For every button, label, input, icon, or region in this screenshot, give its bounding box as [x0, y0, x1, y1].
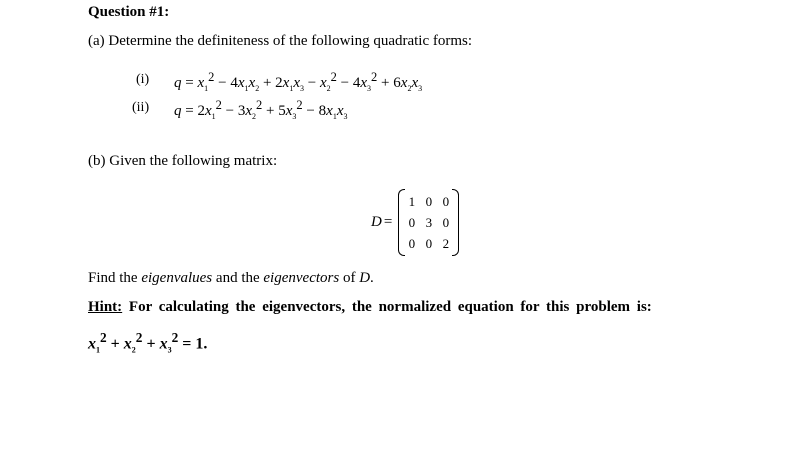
find-symbol: D — [359, 270, 371, 286]
item-number-ii: (ii) — [132, 100, 150, 115]
matrix-equals: = — [383, 213, 393, 230]
hint-label: Hint: — [88, 299, 123, 315]
eigenvectors-term: eigenvectors — [263, 270, 340, 286]
matrix-cell: 0 — [425, 235, 433, 251]
matrix-cell: 2 — [442, 235, 450, 251]
matrix-label: D — [371, 213, 382, 230]
matrix-cell: 0 — [442, 193, 450, 209]
matrix-cell: 0 — [425, 193, 433, 209]
eigenvalues-term: eigenvalues — [141, 270, 213, 286]
quadratic-form-ii: $q = 2x_1^2 - 3x_2^2 + 5x_3^2 - 8x_1x_3$ — [174, 98, 348, 121]
matrix-cell: 3 — [425, 214, 433, 230]
find-end: . — [370, 270, 374, 286]
find-suffix: of — [339, 270, 360, 286]
matrix-d — [398, 189, 459, 256]
hint-paragraph — [88, 299, 652, 316]
item-number-i: (i) — [136, 72, 150, 87]
matrix-cell: 0 — [442, 214, 450, 230]
matrix-equation — [371, 186, 459, 258]
matrix-left-bracket — [398, 189, 405, 256]
quadratic-form-i: $q = x_1^2 - 4x_1x_2 + 2x_1x_3 - x_2^2 - 4x_3^2 + 6x_2x_3$ — [174, 70, 423, 93]
part-b-prompt: (b) Given the following matrix: — [88, 153, 278, 169]
find-instruction — [88, 270, 374, 287]
matrix-cell: 1 — [408, 193, 416, 209]
matrix-cell: 0 — [408, 235, 416, 251]
matrix-right-bracket — [452, 189, 459, 256]
question-title: Question #1: — [88, 4, 170, 20]
part-a-prompt: (a) Determine the definiteness of the following quadratic forms: — [88, 33, 473, 49]
find-prefix: Find the — [88, 270, 142, 286]
normalization-equation: $x_1^2 + x_2^2 + x_3^2 = 1$. — [88, 330, 208, 355]
hint-text: For calculating the eigenvectors, the normalized equation for this problem is: — [122, 299, 652, 315]
matrix-cell: 0 — [408, 214, 416, 230]
find-middle: and the — [212, 270, 264, 286]
